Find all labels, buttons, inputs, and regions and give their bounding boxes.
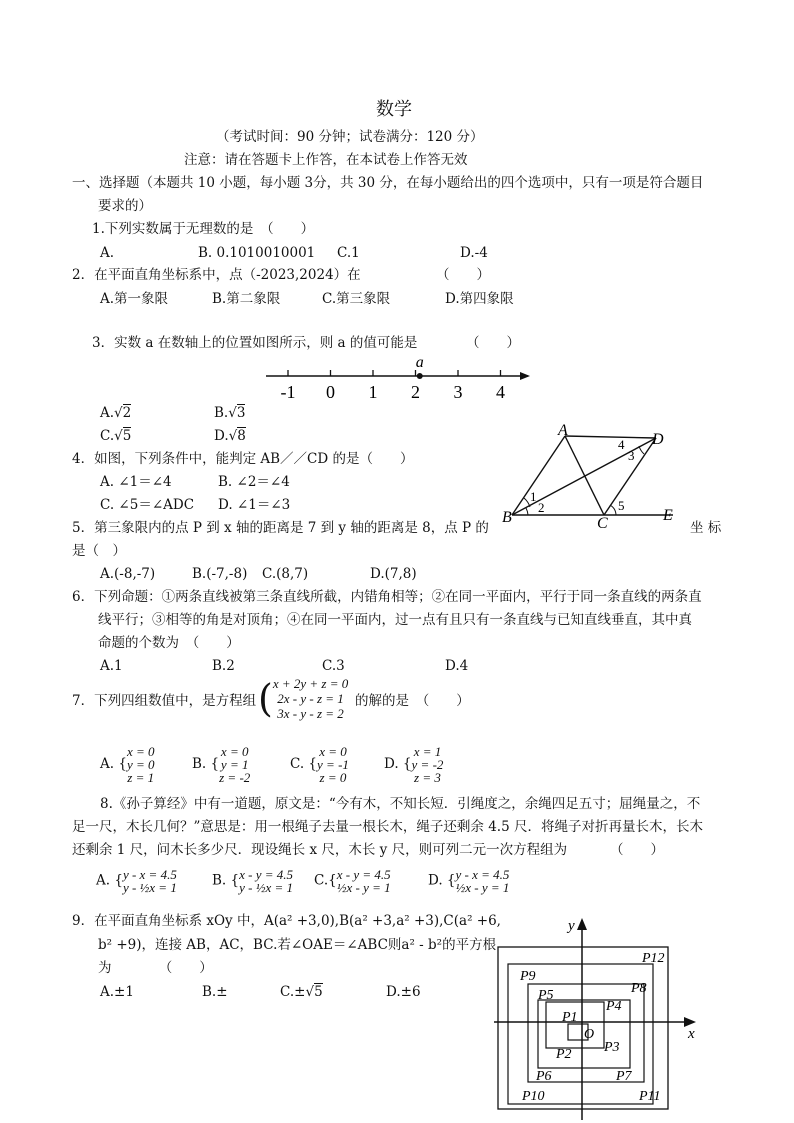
q6-line3: 命题的个数为 （ ） xyxy=(98,635,240,651)
q7-option-a: A. { x = 0 y = 0 z = 1 xyxy=(100,744,155,785)
figure-label-p5: P5 xyxy=(538,988,554,1003)
parallel-lines-figure xyxy=(498,424,698,534)
number-line-point-a xyxy=(417,373,423,379)
figure-point-c: C xyxy=(597,515,608,532)
figure-origin: O xyxy=(584,1027,595,1042)
q1-option-b: B. 0.1010010001 xyxy=(198,245,316,261)
q3-option-c: C.√5 xyxy=(100,428,132,444)
q7-option-c: C. { x = 0 y = -1 z = 0 xyxy=(290,744,349,785)
q5-tail: 坐 标 xyxy=(690,520,722,536)
q6-option-d: D.4 xyxy=(445,658,469,674)
q3-stem: 3．实数 a 在数轴上的位置如图所示，则 a 的值可能是 xyxy=(92,335,418,351)
q4-option-c: C. ∠5＝∠ADC xyxy=(100,497,195,513)
number-line-tick-label: 0 xyxy=(326,382,335,402)
q8-option-c: C.{ x - y = 4.5 ½x - y = 1 xyxy=(314,867,391,895)
q7-system: ( x + 2y + z = 0 2x - y - z = 1 3x - y - z = 2 xyxy=(258,676,349,721)
q5-stem: 5．第三象限内的点 P 到 x 轴的距离是 7 到 y 轴的距离是 8，点 P 的 xyxy=(72,520,489,536)
q7-option-d: D. { x = 1 y = -2 z = 3 xyxy=(384,744,444,785)
figure-label-p8: P8 xyxy=(631,981,647,996)
figure-axis-y: y xyxy=(568,918,575,934)
q4-stem: 4．如图，下列条件中，能判定 AB／／CD 的是（ ） xyxy=(72,451,414,467)
q8-option-b: B. { x - y = 4.5 y - ½x = 1 xyxy=(212,867,294,895)
figure-point-d: D xyxy=(652,431,664,448)
q5-option-a: A.(-8,-7) xyxy=(100,566,156,582)
q7-option-b: B. { x = 0 y = 1 z = -2 xyxy=(192,744,251,785)
number-line-tick-label: 2 xyxy=(411,382,420,402)
q6-option-b: B.2 xyxy=(212,658,235,674)
q9-line1: 9．在平面直角坐标系 xOy 中，A(a² +3,0),B(a² +3,a² +3),C(a² +6, xyxy=(72,913,501,929)
q7-stem: 7．下列四组数值中，是方程组 xyxy=(72,693,257,709)
figure-angle-5: 5 xyxy=(618,498,625,513)
number-line-label-a: a xyxy=(415,354,424,371)
q2-stem: 2．在平面直角坐标系中，点（-2023,2024）在 xyxy=(72,267,361,283)
figure-angle-2: 2 xyxy=(538,500,545,515)
q9-option-c: C.±√5 xyxy=(280,984,323,1000)
figure-point-b: B xyxy=(502,509,512,526)
q9-option-d: D.±6 xyxy=(386,984,421,1000)
figure-angle-4: 4 xyxy=(618,437,625,452)
q1-option-a: A. xyxy=(100,245,115,261)
number-line xyxy=(262,354,542,404)
figure-label-p1: P1 xyxy=(562,1010,578,1025)
exam-info: （考试时间：90 分钟；试卷满分：120 分） xyxy=(216,129,484,145)
q7-stem-tail: 的解的是 （ ） xyxy=(355,693,470,709)
q6-option-c: C.3 xyxy=(322,658,345,674)
q5-stem-line2: 是（ ） xyxy=(72,543,126,559)
q2-paren: （ ） xyxy=(436,267,490,283)
q8-paren: （ ） xyxy=(610,842,664,858)
figure-label-p9: P9 xyxy=(520,969,536,984)
figure-label-p12: P12 xyxy=(642,951,665,966)
figure-angle-1: 1 xyxy=(530,489,537,504)
q8-line3: 还剩余 1 尺，问木长多少尺．现设绳长 x 尺，木长 y 尺，则可列二元一次方程组为 xyxy=(72,842,568,858)
q4-option-b: B. ∠2＝∠4 xyxy=(218,474,290,490)
number-line-tick-label: 1 xyxy=(368,382,378,402)
q1-option-d: D.-4 xyxy=(460,245,488,261)
page-title: 数学 xyxy=(376,99,412,120)
figure-label-p3: P3 xyxy=(604,1040,620,1055)
figure-label-p4: P4 xyxy=(606,999,622,1014)
number-line-tick-label: 3 xyxy=(453,382,463,402)
q8-option-a: A. { y - x = 4.5 y - ½x = 1 xyxy=(96,867,177,895)
q9-option-a: A.±1 xyxy=(100,984,134,1000)
figure-label-p6: P6 xyxy=(536,1069,552,1084)
q9-line3: 为 （ ） xyxy=(98,960,213,976)
q3-paren: （ ） xyxy=(466,335,520,351)
q8-option-d: D. { y - x = 4.5 ½x - y = 1 xyxy=(428,867,510,895)
q4-option-d: D. ∠1＝∠3 xyxy=(218,497,291,513)
q2-option-a: A.第一象限 xyxy=(100,291,169,307)
number-line-tick-label: 4 xyxy=(496,382,505,402)
q3-option-b: B.√3 xyxy=(214,405,246,421)
figure-point-a: A xyxy=(558,422,568,439)
section-heading-cont: 要求的） xyxy=(98,198,152,214)
nested-squares-figure xyxy=(492,912,712,1122)
q5-option-d: D.(7,8) xyxy=(370,566,417,582)
figure-label-p11: P11 xyxy=(639,1089,661,1104)
q5-option-b: B.(-7,-8) xyxy=(192,566,248,582)
q2-option-c: C.第三象限 xyxy=(322,291,391,307)
q5-option-c: C.(8,7) xyxy=(262,566,309,582)
q2-option-b: B.第二象限 xyxy=(212,291,281,307)
q2-option-d: D.第四象限 xyxy=(445,291,514,307)
q9-line2: b² +9)，连接 AB，AC，BC.若∠OAE＝∠ABC则a² - b²的平方根 xyxy=(98,937,497,953)
number-line-tick-label: -1 xyxy=(280,382,296,402)
q8-line2: 足一尺，木长几何？”意思是：用一根绳子去量一根长木，绳子还剩余 4.5 尺．将绳子对折再量长木，长木 xyxy=(72,819,703,835)
figure-point-e: E xyxy=(663,507,673,524)
q6-line2: 线平行；③相等的角是对顶角；④在同一平面内，过一点有且只有一条直线与已知直线垂直，其中真 xyxy=(98,612,692,628)
q1-option-c: C.1 xyxy=(337,245,360,261)
figure-label-p10: P10 xyxy=(522,1089,545,1104)
section-heading: 一、选择题（本题共 10 小题，每小题 3分，共 30 分，在每小题给出的四个选项中，只有一项是符合题目 xyxy=(72,175,704,191)
q8-line1: 8.《孙子算经》中有一道题，原文是：“今有木，不知长短．引绳度之，余绳四足五寸；屈绳量之，不 xyxy=(100,796,701,812)
figure-label-p2: P2 xyxy=(556,1047,572,1062)
q9-option-b: B.± xyxy=(202,984,228,1000)
q1-stem: 1.下列实数属于无理数的是 （ ） xyxy=(92,221,315,237)
q6-line1: 6．下列命题：①两条直线被第三条直线所截，内错角相等；②在同一平面内，平行于同一条直线的两条直 xyxy=(72,589,702,605)
figure-angle-3: 3 xyxy=(628,448,635,463)
notice: 注意：请在答题卡上作答，在本试卷上作答无效 xyxy=(184,152,468,168)
q3-option-d: D.√8 xyxy=(214,428,246,444)
q3-option-a: A.√2 xyxy=(100,405,132,421)
q4-option-a: A. ∠1＝∠4 xyxy=(100,474,172,490)
figure-axis-x: x xyxy=(688,1026,695,1042)
q6-option-a: A.1 xyxy=(100,658,123,674)
figure-label-p7: P7 xyxy=(616,1069,632,1084)
